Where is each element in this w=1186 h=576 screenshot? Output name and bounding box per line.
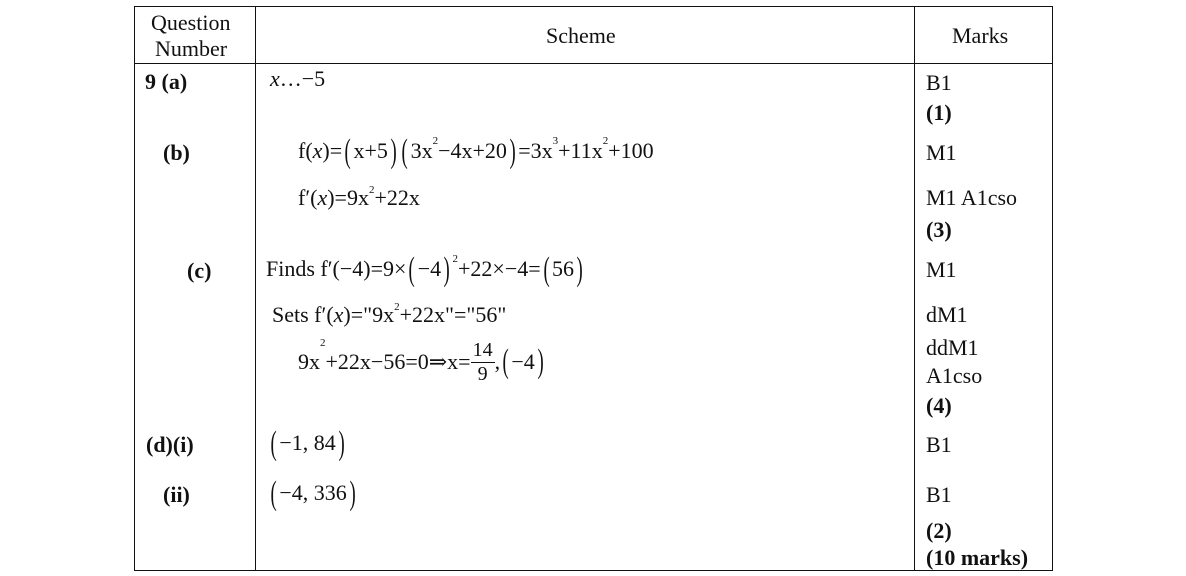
row-c-mark3b: A1cso [926,363,983,388]
row-c-line1: Finds f′(−4)=9×( −4) $^2$+22×−4=( 56) [266,251,583,288]
row-a-scheme: x…−5 [270,66,326,91]
table-divider-2 [914,6,915,571]
header-number: Number [155,36,228,61]
row-d-mark-ii: B1 [926,482,952,507]
row-d-label-i: (d)(i) [146,432,194,457]
row-d-mark-i: B1 [926,432,952,457]
row-b-line2: $f'(x)=9x^2+22x$ [298,184,420,210]
row-b-total: (3) [926,217,952,242]
row-d-point-i: ( −1, 84) [270,425,345,462]
row-c-line2: Sets $f'(x)="9x^2+22x"="56$" [272,301,507,327]
row-c-mark1: M1 [926,257,957,282]
table-border-header-bottom [134,63,1053,64]
table-border-right [1052,6,1053,571]
row-c-mark2: dM1 [926,302,968,327]
header-scheme: Scheme [546,23,616,48]
table-border-left [134,6,135,571]
row-b-label: (b) [163,140,190,165]
row-b-mark1: M1 [926,140,957,165]
table-divider-1 [255,6,256,571]
row-c-line3: $9x^2+22x-56=0\Rightarrow x=$ $\frac{14}{9}$ ,( −4) [298,337,544,385]
table-border-top [134,6,1053,7]
row-d-label-ii: (ii) [163,482,190,507]
row-d-point-ii: ( −4, 336) [270,475,356,512]
grand-total: (10 marks) [926,545,1029,570]
fraction-14-9: $\frac{14}{9}$ [472,339,493,385]
row-a-total: (1) [926,100,952,125]
row-d-total: (2) [926,518,952,543]
row-c-total: (4) [926,393,952,418]
row-a-mark: B1 [926,70,952,95]
row-c-label: (c) [187,258,212,283]
header-marks: Marks [952,23,1009,48]
header-question: Question [151,10,231,35]
row-b-mark2: M1 A1cso [926,185,1018,210]
row-a-label: 9 (a) [145,69,188,94]
table-border-bottom [134,570,1053,571]
row-b-line1: f(x)=( x+5) ( $3x^2-4x+20) =3x^3+11x^2+100$ [298,133,654,170]
row-c-mark3a: ddM1 [926,335,979,360]
